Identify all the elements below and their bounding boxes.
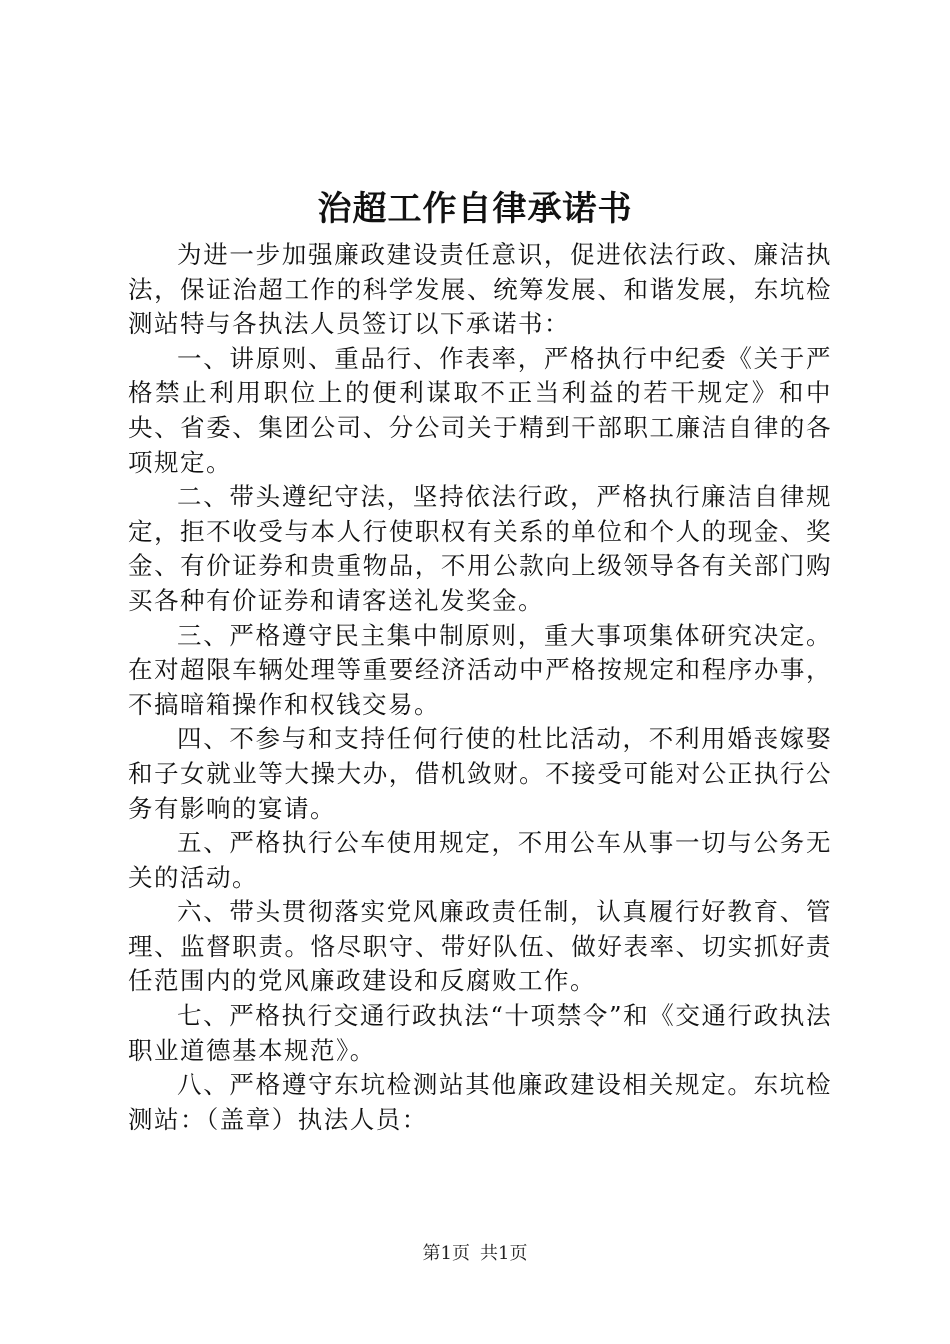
document-title: 治超工作自律承诺书	[317, 189, 633, 229]
clause-1-paragraph: 一、讲原则、重品行、作表率，严格执行中纪委《关于严格禁止利用职位上的便利谋取不正当利益的若干规定》和中央、省委、集团公司、分公司关于精到干部职工廉洁自律的各项规定。	[128, 343, 832, 477]
clause-5-paragraph: 五、严格执行公车使用规定，不用公车从事一切与公务无关的活动。	[128, 828, 832, 892]
clause-4-paragraph: 四、不参与和支持任何行使的杜比活动，不利用婚丧嫁娶和子女就业等大操大办，借机敛财。不接受可能对公正执行公务有影响的宴请。	[128, 724, 832, 823]
intro-paragraph: 为进一步加强廉政建设责任意识，促进依法行政、廉洁执法，保证治超工作的科学发展、统筹发展、和谐发展，东坑检测站特与各执法人员签订以下承诺书：	[128, 240, 832, 339]
clause-8-paragraph: 八、严格遵守东坑检测站其他廉政建设相关规定。东坑检测站：（盖章）执法人员：	[128, 1070, 832, 1134]
page-total: 共1页	[480, 1243, 528, 1264]
clause-6-paragraph: 六、带头贯彻落实党风廉政责任制，认真履行好教育、管理、监督职责。恪尽职守、带好队伍、做好表率、切实抓好责任范围内的党风廉政建设和反腐败工作。	[128, 897, 832, 996]
clause-2-paragraph: 二、带头遵纪守法，坚持依法行政，严格执行廉洁自律规定，拒不收受与本人行使职权有关系的单位和个人的现金、奖金、有价证券和贵重物品，不用公款向上级领导各有关部门购买各种有价证券和请客送礼发奖金。	[128, 482, 832, 615]
clause-7-paragraph: 七、严格执行交通行政执法“十项禁令”和《交通行政执法职业道德基本规范》。	[128, 1001, 832, 1065]
page-footer	[0, 1242, 950, 1266]
clause-3-paragraph: 三、严格遵守民主集中制原则，重大事项集体研究决定。在对超限车辆处理等重要经济活动中严格按规定和程序办事，不搞暗箱操作和权钱交易。	[128, 620, 832, 719]
document-body	[128, 238, 832, 1137]
page-number: 第1页	[422, 1243, 470, 1264]
